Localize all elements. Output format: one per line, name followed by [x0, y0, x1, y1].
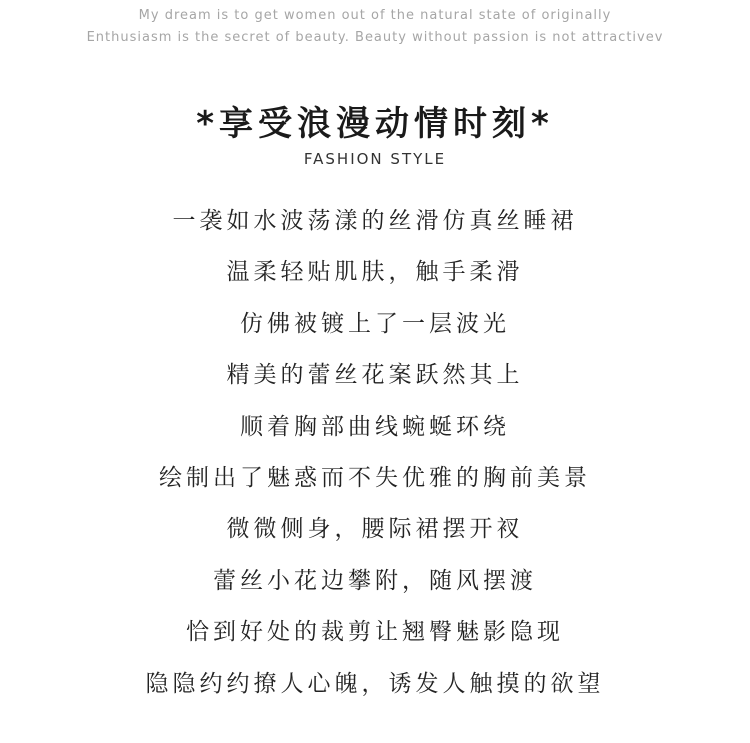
- poem-line: 绘制出了魅惑而不失优雅的胸前美景: [159, 464, 591, 491]
- english-tagline-line-1: My dream is to get women out of the natural state of originally: [138, 8, 612, 23]
- poem-line: 微微侧身，腰际裙摆开衩: [226, 516, 524, 543]
- poem-text-block: [0, 196, 750, 710]
- poem-line: 精美的蕾丝花案跃然其上: [226, 362, 524, 389]
- headline: *享受浪漫动情时刻*: [196, 104, 554, 144]
- fashion-style-subtitle: FASHION STYLE: [303, 150, 447, 168]
- poem-line: 恰到好处的裁剪让翘臀魅影隐现: [186, 619, 564, 646]
- poem-line: 一袭如水波荡漾的丝滑仿真丝睡裙: [172, 208, 578, 234]
- poem-line: 温柔轻贴肌肤，触手柔滑: [226, 259, 524, 286]
- poem-line: 仿佛被镀上了一层波光: [240, 310, 510, 337]
- poem-line: 蕾丝小花边攀附，随风摆渡: [213, 567, 537, 594]
- poem-line: 隐隐约约撩人心魄，诱发人触摸的欲望: [145, 670, 605, 697]
- poem-line: 顺着胸部曲线蜿蜒环绕: [240, 413, 510, 440]
- english-tagline-line-2: Enthusiasm is the secret of beauty. Beauty without passion is not attractivev: [86, 30, 664, 45]
